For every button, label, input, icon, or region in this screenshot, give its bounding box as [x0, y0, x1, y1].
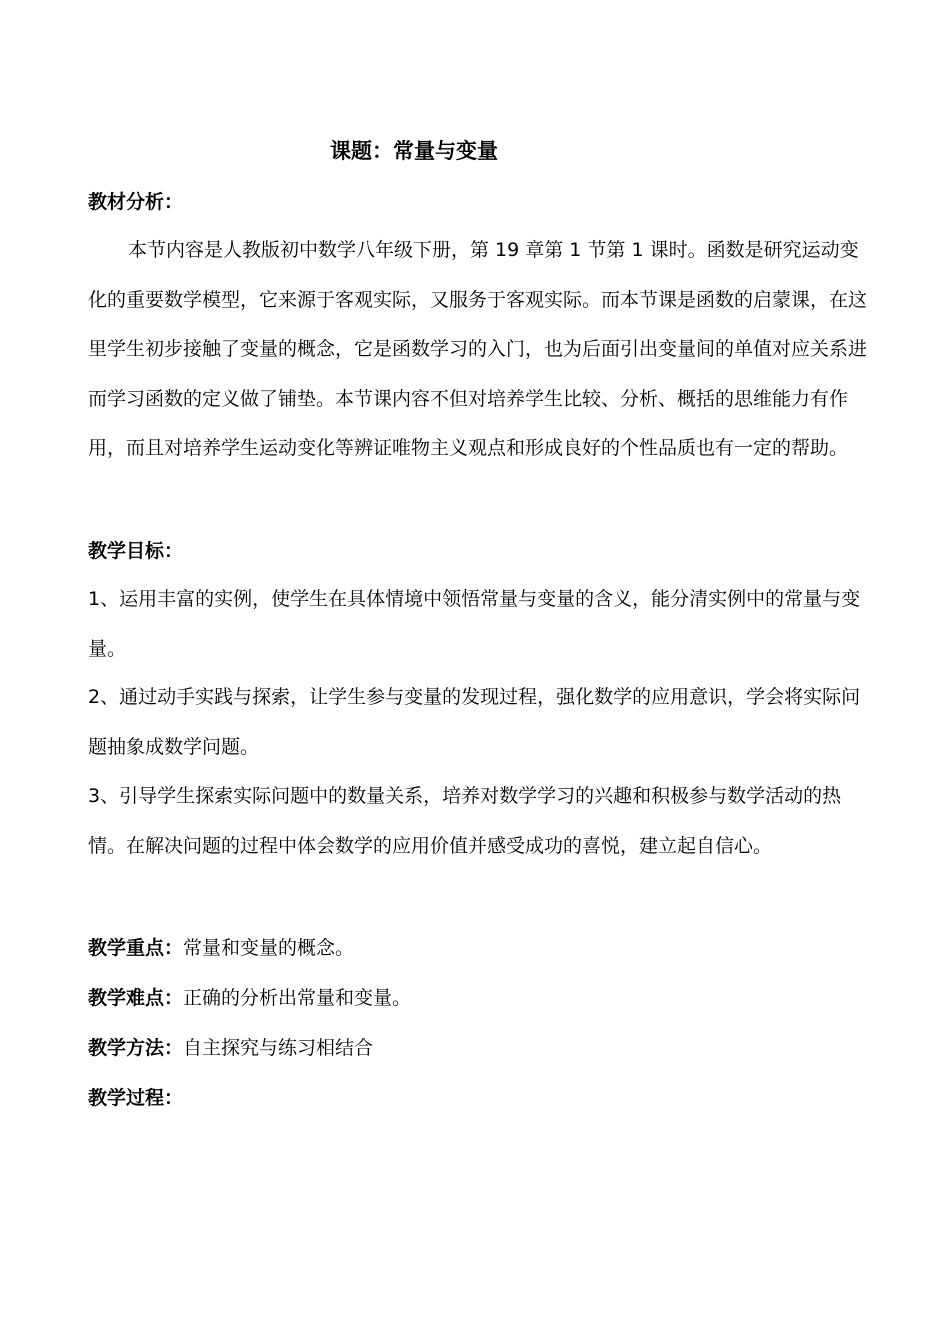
document-title: 课题：常量与变量	[330, 139, 498, 163]
difficulty-label: 教学难点：	[88, 987, 184, 1009]
goal-item-2: 2、通过动手实践与探索，让学生参与变量的发现过程，强化数学的应用意识，学会将实际问题抽象成数学问题。	[88, 686, 861, 758]
analysis-paragraph: 本节内容是人教版初中数学八年级下册，第 19 章第 1 节第 1 课时。函数是研究运动变化的重要数学模型，它来源于客观实际，又服务于客观实际。而本节课是函数的启蒙课，在这里学生初步接触了变量的概念，它是函数学习的入门，也为后面引出变量间的单值对应关系进而学习函数的定义做了铺垫。本节课内容不但对培养学生比较、分析、概括的思维能力有作用，而且对培养学生运动变化等辨证唯物主义观点和形成良好的个性品质也有一定的帮助。	[88, 239, 868, 459]
method-line	[88, 1034, 373, 1062]
key-point-text: 常量和变量的概念。	[183, 937, 355, 959]
difficulty-line	[88, 984, 411, 1012]
key-point-line	[88, 934, 354, 962]
goals-heading: 教学目标：	[88, 540, 184, 562]
method-label: 教学方法：	[88, 1037, 184, 1059]
key-point-label: 教学重点：	[88, 937, 184, 959]
analysis-heading: 教材分析：	[88, 191, 184, 213]
process-heading: 教学过程：	[88, 1087, 184, 1109]
goal-item-3: 3、引导学生探索实际问题中的数量关系，培养对数学学习的兴趣和积极参与数学活动的热情。在解决问题的过程中体会数学的应用价值并感受成功的喜悦，建立起自信心。	[88, 785, 842, 857]
goal-item-1: 1、运用丰富的实例，使学生在具体情境中领悟常量与变量的含义，能分清实例中的常量与变量。	[88, 588, 861, 660]
difficulty-text: 正确的分析出常量和变量。	[183, 987, 412, 1009]
method-text: 自主探究与练习相结合	[183, 1037, 374, 1059]
